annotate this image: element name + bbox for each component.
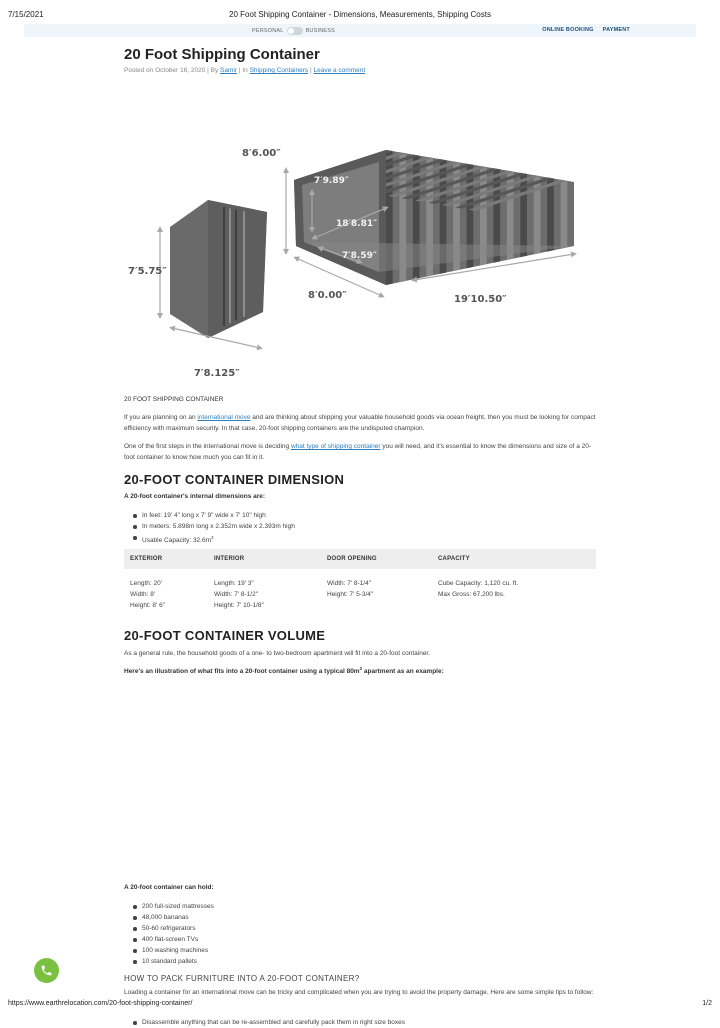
volume-heading: 20-FOOT CONTAINER VOLUME [124,628,326,643]
toggle-label-personal[interactable]: PERSONAL [252,27,284,34]
label-exterior-height: 8′6.00″ [242,148,281,159]
text-span: Here's an illustration of what fits into a 20-foot container using a typical 80m [124,668,360,676]
list-item: In meters: 5.898m long x 2.352m wide x 2.393m high [124,521,295,532]
dimension-list [124,510,295,546]
print-url: https://www.earthrelocation.com/20-foot-shipping-container/ [8,1000,193,1007]
meta-separator: | [207,67,209,74]
meta-separator: | [238,67,241,74]
top-nav [542,27,630,33]
label-interior-width: 7′8.59″ [342,251,377,261]
superscript: 2 [359,666,363,671]
list-item: 48,000 bananas [124,912,214,923]
col-header-interior: INTERIOR [208,549,321,569]
volume-paragraph: As a general rule, the household goods of a one- to two-bedroom apartment will fit into a 20-foot container. [124,650,431,657]
print-footer [8,1000,712,1010]
col-header-door: DOOR OPENING [321,549,432,569]
post-meta [124,67,596,74]
text-span: If you are planning on an [124,414,198,421]
table-cell: Max Gross: 67,200 lbs. [438,591,505,598]
label-interior-height: 7′9.89″ [314,176,349,186]
label-exterior-length: 19′10.50″ [454,294,507,305]
illustration-heading [124,666,444,675]
table-row [124,589,596,600]
list-item [124,532,295,546]
door-panel [170,200,267,338]
col-header-capacity: CAPACITY [432,549,596,569]
container-body [294,150,574,285]
superscript: 3 [211,535,214,540]
comment-link[interactable]: Leave a comment [313,67,366,74]
print-page-title: 20 Foot Shipping Container - Dimensions, Measurements, Shipping Costs [229,10,491,19]
pack-paragraph: Loading a container for an international move can be tricky and complicated when you are trying to avoid the property damage. Here are some simple tips to follow: [124,989,594,996]
nav-online-booking[interactable]: ONLINE BOOKING [542,27,594,33]
dimension-table [124,549,596,611]
text-span: apartment as an example: [362,668,444,676]
capacity-text: Usable Capacity: 32.6m [142,537,212,545]
list-item: 100 washing machines [124,945,214,956]
toggle-label-business[interactable]: BUSINESS [305,27,335,34]
table-cell: Length: 20' [130,580,162,587]
table-cell: Length: 19' 3" [214,580,254,587]
label-door-width: 7′8.125″ [194,368,240,379]
figure-caption: 20 FOOT SHIPPING CONTAINER [124,396,224,403]
label-door-height: 7′5.75″ [128,266,167,277]
meta-by: By [210,67,219,74]
table-cell: Width: 8' [130,591,156,598]
toggle-switch[interactable] [287,27,303,35]
container-illustration [124,130,596,386]
tips-list [124,1017,405,1028]
meta-in: In [242,67,248,74]
intro-paragraph-1 [124,412,596,434]
dimension-heading: 20-FOOT CONTAINER DIMENSION [124,472,345,487]
container-diagram [124,130,596,386]
hold-list [124,901,214,967]
table-row [124,600,596,611]
table-cell: Height: 7' 5-3/4" [327,591,374,598]
list-item: In feet: 19' 4" long x 7' 9" wide x 7' 10" high [124,510,295,521]
hold-heading: A 20-foot container can hold: [124,884,214,891]
table-cell: Height: 7' 10-1/8" [214,602,264,609]
list-item: Disassemble anything that can be re-assembled and carefully pack them in right size boxes [124,1017,405,1028]
label-interior-length: 18′8.81″ [336,219,378,229]
table-cell: Width: 7' 8-1/4" [327,580,372,587]
list-item: 50-60 refrigerators [124,923,214,934]
meta-separator: | [309,67,312,74]
phone-icon [40,964,53,977]
list-item: 10 standard pallets [124,956,214,967]
col-header-exterior: EXTERIOR [124,549,208,569]
print-date: 7/15/2021 [8,10,44,19]
list-item: 200 full-sized mattresses [124,901,214,912]
table-row [124,569,596,589]
table-cell [432,600,596,611]
post-date: Posted on October 16, 2020 [124,67,206,74]
nav-payment[interactable]: PAYMENT [602,27,630,33]
pack-heading: HOW TO PACK FURNITURE INTO A 20-FOOT CONTAINER? [124,974,360,983]
table-cell: Height: 8' 6" [130,602,165,609]
container-rib [561,180,568,249]
call-button[interactable] [34,958,59,983]
post-title: 20 Foot Shipping Container [124,46,320,63]
list-item: 400 flat-screen TVs [124,934,214,945]
text-span: One of the first steps in the international move is deciding [124,443,291,450]
text-span: you will need, and it's essential to know the dimensions and size of a 20-foot container to know how much you can fit in it. [124,443,592,461]
page-number: 1/2 [702,1000,712,1007]
dimension-subheading: A 20-foot container's internal dimensions are: [124,493,266,500]
label-exterior-width: 8′0.00″ [308,290,347,301]
top-bar [24,24,696,37]
table-cell [321,600,432,611]
category-link[interactable]: Shipping Containers [249,67,309,74]
table-cell: Cube Capacity: 1,120 cu. ft. [438,580,519,587]
article [124,46,596,1026]
table-cell: Width: 7' 8-1/2" [214,591,259,598]
intro-paragraph-2 [124,441,596,463]
container-type-link[interactable]: what type of shipping container [290,443,381,450]
audience-toggle[interactable] [252,26,335,35]
author-link[interactable]: Samir [220,67,238,74]
print-header [8,10,712,22]
table-header-row [124,549,596,569]
international-move-link[interactable]: international move [197,414,251,421]
container-rib [547,177,554,251]
toggle-knob [288,28,294,34]
text-span: and are thinking about shipping your valuable household goods via ocean freight, then you must be looking for compact efficiency with maximum security. In that case, 20-foot shipping containers are the undisputed champion. [124,414,596,432]
